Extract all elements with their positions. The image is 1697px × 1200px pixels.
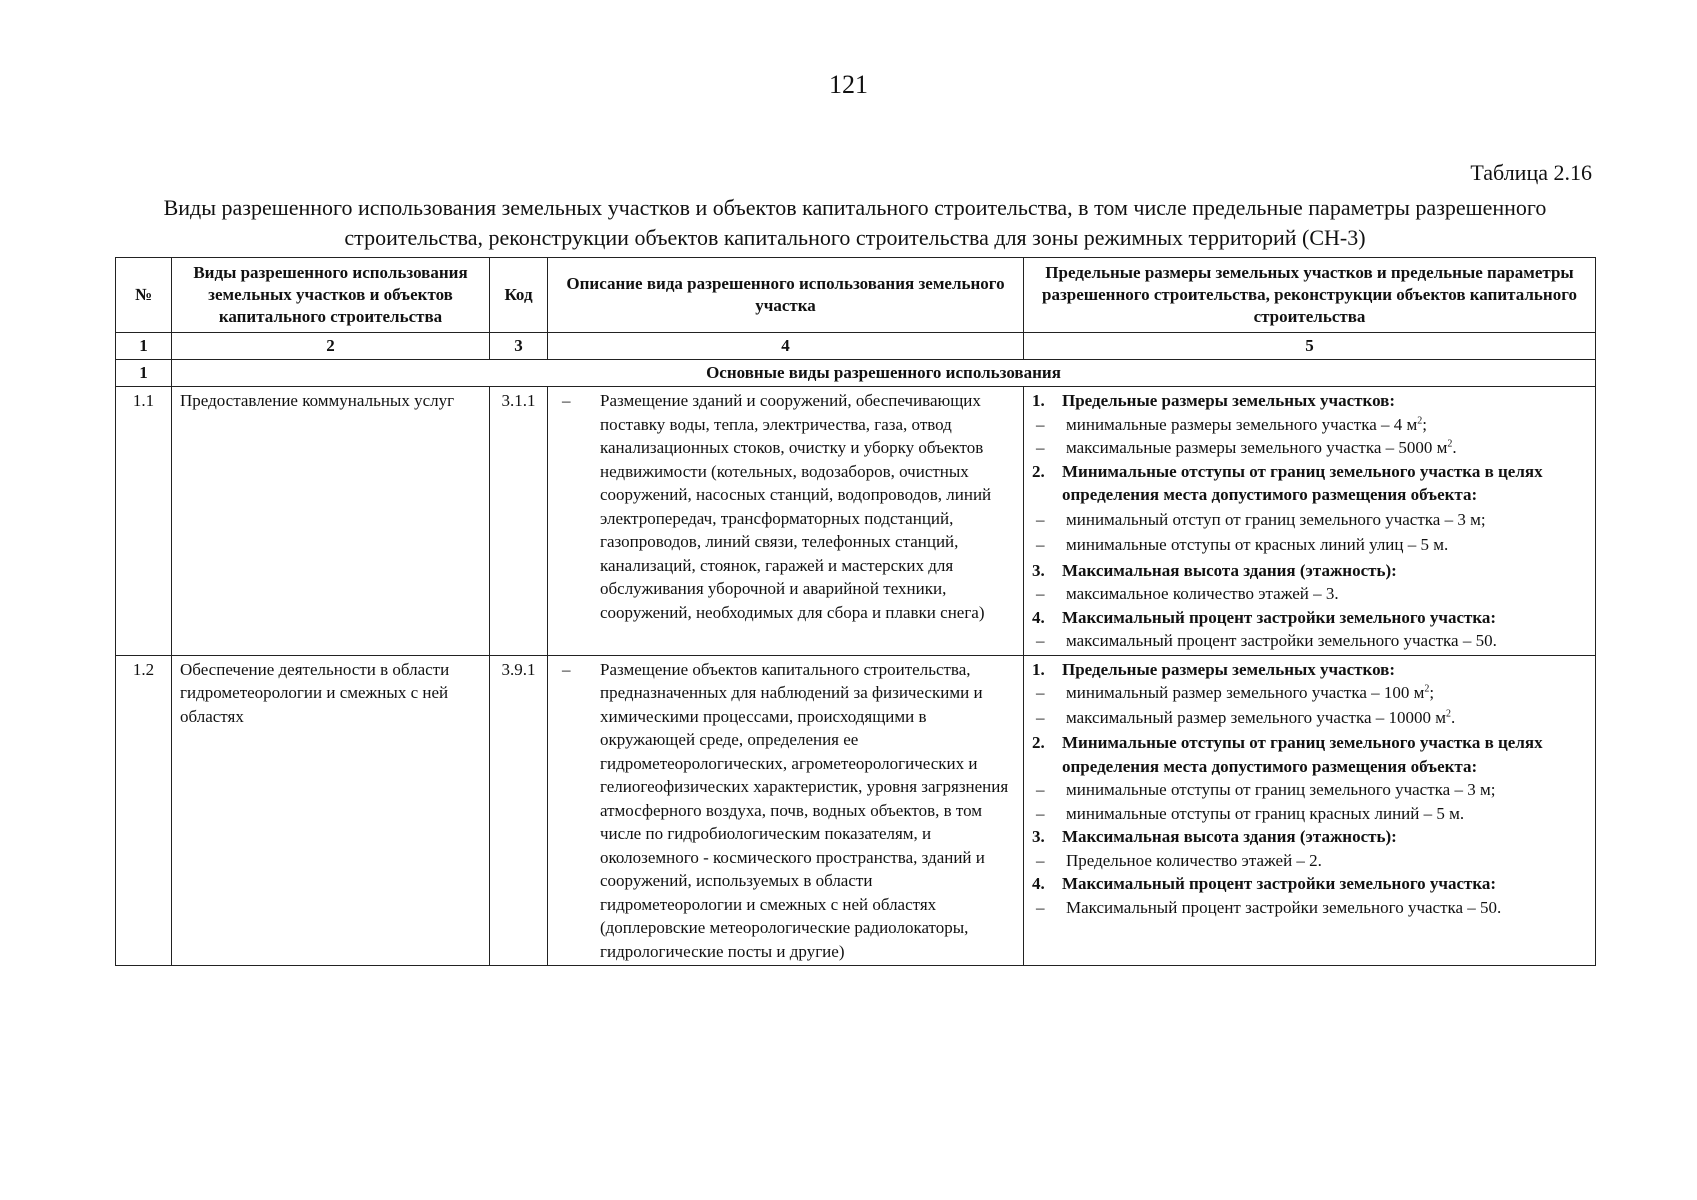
description-text: Размещение объектов капитального строительства, предназначенных для наблюдений за физическими и химическими процессами, происходящими в окружающей среде, определения ее гидрометеорологических, агрометеорологических и гелиогеофизических характеристик, уровня загрязнения атмосферного воздуха, почв, водных объектов, в том числе по гидробиологическим показателям, и околоземного - космического пространства, зданий и сооружений, используемых в области гидрометеорологии и смежных с ней областях (доплеровские метеорологические радиолокаторы, гидрологические посты и другие) bbox=[600, 659, 1009, 961]
use-type-name: Обеспечение деятельности в области гидрометеорологии и смежных с ней областях bbox=[172, 655, 490, 966]
param-item: – максимальные размеры земельного участка – 5000 $м^2$. bbox=[1036, 438, 1457, 457]
section-title: Основные виды разрешенного использования bbox=[172, 360, 1596, 387]
param-item: – максимальное количество этажей – 3. bbox=[1036, 584, 1339, 603]
param-heading: 1. Предельные размеры земельных участков: bbox=[1032, 391, 1396, 410]
description-cell bbox=[548, 655, 1024, 966]
param-item: – Предельное количество этажей – 2. bbox=[1036, 850, 1322, 870]
section-row bbox=[116, 360, 1596, 387]
param-heading: 3. Максимальная высота здания (этажность): bbox=[1032, 560, 1397, 580]
param-item: – минимальные отступы от границ красных линий – 5 м. bbox=[1036, 803, 1465, 823]
section-number: 1 bbox=[116, 360, 172, 387]
param-heading: 1. Предельные размеры земельных участков: bbox=[1032, 659, 1396, 679]
parameters-cell bbox=[1024, 387, 1596, 656]
col-number: 4 bbox=[548, 333, 1024, 360]
col-header-parameters: Предельные размеры земельных участков и предельные параметры разрешенного строительства, реконструкции объектов капитального строительства bbox=[1024, 258, 1596, 333]
table-label: Таблица 2.16 bbox=[1470, 160, 1592, 185]
param-heading: 2. Минимальные отступы от границ земельного участка в целях определения места допустимого размещения объекта: bbox=[1032, 733, 1543, 776]
table-row bbox=[116, 387, 1596, 656]
table-row bbox=[116, 655, 1596, 966]
header-row bbox=[116, 258, 1596, 333]
row-number: 1.2 bbox=[116, 655, 172, 966]
col-number: 2 bbox=[172, 333, 490, 360]
param-item: – минимальные отступы от красных линий улиц – 5 м. bbox=[1036, 535, 1449, 554]
col-number: 3 bbox=[490, 333, 548, 360]
regulations-table bbox=[115, 257, 1596, 966]
param-item: – Максимальный процент застройки земельного участка – 50. bbox=[1036, 897, 1502, 917]
param-heading: 4. Максимальный процент застройки земельного участка: bbox=[1032, 874, 1497, 893]
param-item: – максимальный процент застройки земельного участка – 50. bbox=[1036, 631, 1497, 650]
param-item: – минимальные отступы от границ земельного участка – 3 м; bbox=[1036, 780, 1496, 799]
description-text: Размещение зданий и сооружений, обеспечивающих поставку воды, тепла, электричества, газа, отвод канализационных стоков, очистку и уборку объектов недвижимости (котельных, водозаборов, очистных сооружений, насосных станций, водопроводов, линий электропередач, трансформаторных подстанций, газопроводов, линий связи, телефонных станций, канализаций, стоянок, гаражей и мастерских для обслуживания уборочной и аварийной техники, сооружений, необходимых для сбора и плавки снега) bbox=[600, 391, 992, 622]
use-type-name: Предоставление коммунальных услуг bbox=[172, 387, 490, 656]
list-dash: – bbox=[562, 391, 571, 410]
use-type-code: 3.1.1 bbox=[490, 387, 548, 656]
param-item: – максимальный размер земельного участка – 10000 $м^2$. bbox=[1036, 707, 1456, 727]
col-header-use-type: Виды разрешенного использования земельных участков и объектов капитального строительства bbox=[172, 258, 490, 333]
column-number-row bbox=[116, 333, 1596, 360]
param-heading: 4. Максимальный процент застройки земельного участка: bbox=[1032, 607, 1497, 627]
description-cell bbox=[548, 387, 1024, 656]
col-number: 5 bbox=[1024, 333, 1596, 360]
col-header-no: № bbox=[116, 258, 172, 333]
param-item: – минимальный размер земельного участка – 100 $м^2$; bbox=[1036, 683, 1435, 702]
col-number: 1 bbox=[116, 333, 172, 360]
param-heading: 3. Максимальная высота здания (этажность): bbox=[1032, 827, 1397, 846]
param-heading: 2. Минимальные отступы от границ земельного участка в целях определения места допустимого размещения объекта: bbox=[1032, 461, 1543, 504]
use-type-code: 3.9.1 bbox=[490, 655, 548, 966]
list-dash: – bbox=[562, 659, 571, 679]
param-item: – минимальный отступ от границ земельного участка – 3 м; bbox=[1036, 509, 1486, 529]
page-number: 121 bbox=[829, 70, 868, 99]
row-number: 1.1 bbox=[116, 387, 172, 656]
table-caption: Виды разрешенного использования земельных участков и объектов капитального строительства, в том числе предельные параметры разрешенного строительства, реконструкции объектов капитального строительства для зоны режимных территорий (СН-3) bbox=[163, 195, 1547, 250]
col-header-code: Код bbox=[490, 258, 548, 333]
parameters-cell bbox=[1024, 655, 1596, 966]
param-item: – минимальные размеры земельного участка – 4 $м^2$; bbox=[1036, 414, 1427, 434]
col-header-description: Описание вида разрешенного использования земельного участка bbox=[548, 258, 1024, 333]
